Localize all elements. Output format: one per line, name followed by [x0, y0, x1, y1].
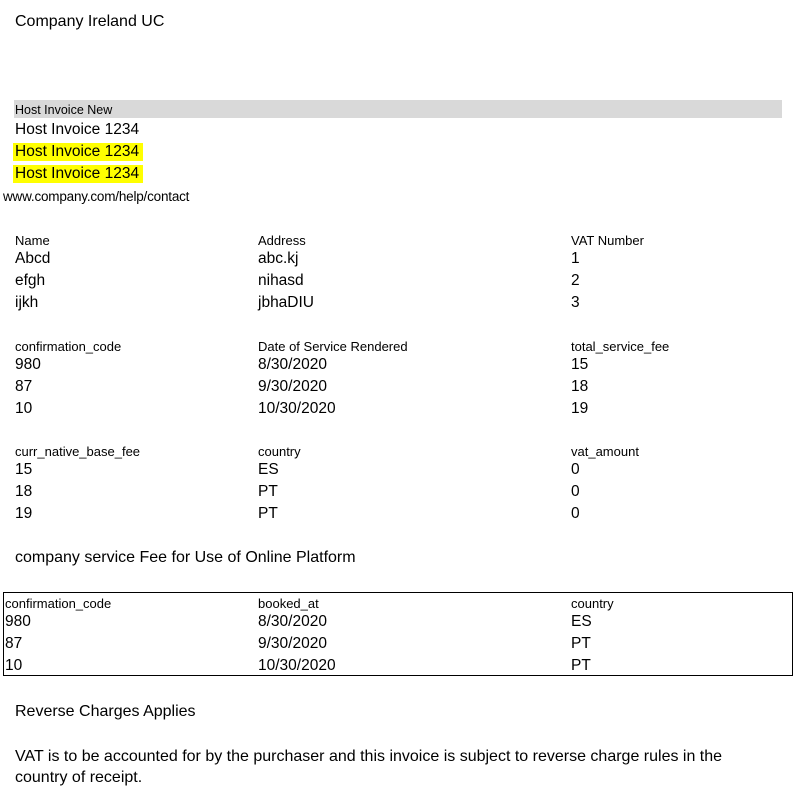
- table-header-row: [15, 441, 785, 461]
- host-invoice-line-highlighted: [15, 165, 139, 183]
- table-cell: 0: [571, 461, 580, 478]
- column-header: total_service_fee: [571, 339, 670, 354]
- table-row: [15, 356, 785, 378]
- platform-fee-label: company service Fee for Use of Online Platform: [15, 549, 356, 566]
- table-header-row: [15, 230, 785, 250]
- host-invoice-line-text: Host Invoice 1234: [15, 143, 140, 160]
- host-invoice-line-text: Host Invoice 1234: [15, 165, 140, 182]
- vat-notice-paragraph: VAT is to be accounted for by the purchaser and this invoice is subject to reverse charge rules in the country of receipt.: [15, 748, 723, 786]
- table-cell: 980: [15, 356, 41, 373]
- table-cell: 10/30/2020: [258, 400, 336, 417]
- table-header-row: [4, 593, 792, 613]
- table-row: [15, 483, 785, 505]
- table-cell: 19: [571, 400, 589, 417]
- table-row: [4, 613, 792, 635]
- host-invoice-header-band: [14, 100, 782, 118]
- table-row: [15, 400, 785, 422]
- host-invoice-line-highlighted: [15, 143, 139, 161]
- table-cell: 8/30/2020: [258, 356, 327, 373]
- table-cell: 10: [15, 400, 33, 417]
- table-cell: nihasd: [258, 272, 304, 289]
- table-row: [4, 635, 792, 657]
- table-cell: 9/30/2020: [258, 378, 327, 395]
- services-table: [15, 336, 785, 422]
- company-name: Company Ireland UC: [15, 13, 165, 30]
- table-row: [15, 505, 785, 527]
- column-header: curr_native_base_fee: [15, 444, 141, 459]
- column-header: vat_amount: [571, 444, 639, 459]
- table-cell: 0: [571, 505, 580, 522]
- fees-table: [15, 441, 785, 527]
- parties-table: [15, 230, 785, 316]
- table-cell: PT: [258, 505, 278, 522]
- column-header: Date of Service Rendered: [258, 339, 408, 354]
- table-cell: 8/30/2020: [258, 613, 327, 630]
- column-header: confirmation_code: [15, 339, 122, 354]
- table-cell: 1: [571, 250, 580, 267]
- table-cell: PT: [571, 635, 591, 652]
- table-cell: ES: [258, 461, 279, 478]
- table-cell: 9/30/2020: [258, 635, 327, 652]
- column-header: confirmation_code: [5, 596, 112, 611]
- table-cell: 87: [5, 635, 23, 652]
- host-invoice-line-text: Host Invoice 1234: [15, 121, 140, 138]
- table-cell: 10/30/2020: [258, 657, 336, 674]
- table-cell: efgh: [15, 272, 46, 289]
- column-header: country: [571, 596, 614, 611]
- table-cell: 87: [15, 378, 33, 395]
- table-cell: 19: [15, 505, 33, 522]
- bookings-table: [3, 592, 793, 676]
- table-cell: 0: [571, 483, 580, 500]
- table-row: [15, 272, 785, 294]
- host-invoice-line: [15, 121, 139, 139]
- column-header: Address: [258, 233, 306, 248]
- table-row: [4, 657, 792, 679]
- table-cell: Abcd: [15, 250, 51, 267]
- table-cell: 2: [571, 272, 580, 289]
- table-cell: 15: [15, 461, 33, 478]
- table-cell: 3: [571, 294, 580, 311]
- table-cell: 18: [15, 483, 33, 500]
- table-cell: 10: [5, 657, 23, 674]
- column-header: country: [258, 444, 301, 459]
- table-cell: jbhaDIU: [258, 294, 314, 311]
- reverse-charges-heading: Reverse Charges Applies: [15, 703, 196, 720]
- help-contact-link[interactable]: www.company.com/help/contact: [3, 189, 190, 204]
- table-cell: 18: [571, 378, 589, 395]
- table-cell: ES: [571, 613, 592, 630]
- column-header: Name: [15, 233, 50, 248]
- table-cell: abc.kj: [258, 250, 299, 267]
- column-header: booked_at: [258, 596, 319, 611]
- table-cell: 15: [571, 356, 589, 373]
- host-invoice-title: Host Invoice New: [15, 103, 113, 117]
- table-cell: PT: [258, 483, 278, 500]
- table-row: [15, 461, 785, 483]
- table-cell: 980: [5, 613, 31, 630]
- table-row: [15, 294, 785, 316]
- table-header-row: [15, 336, 785, 356]
- table-row: [15, 250, 785, 272]
- table-row: [15, 378, 785, 400]
- table-cell: PT: [571, 657, 591, 674]
- column-header: VAT Number: [571, 233, 644, 248]
- table-cell: ijkh: [15, 294, 39, 311]
